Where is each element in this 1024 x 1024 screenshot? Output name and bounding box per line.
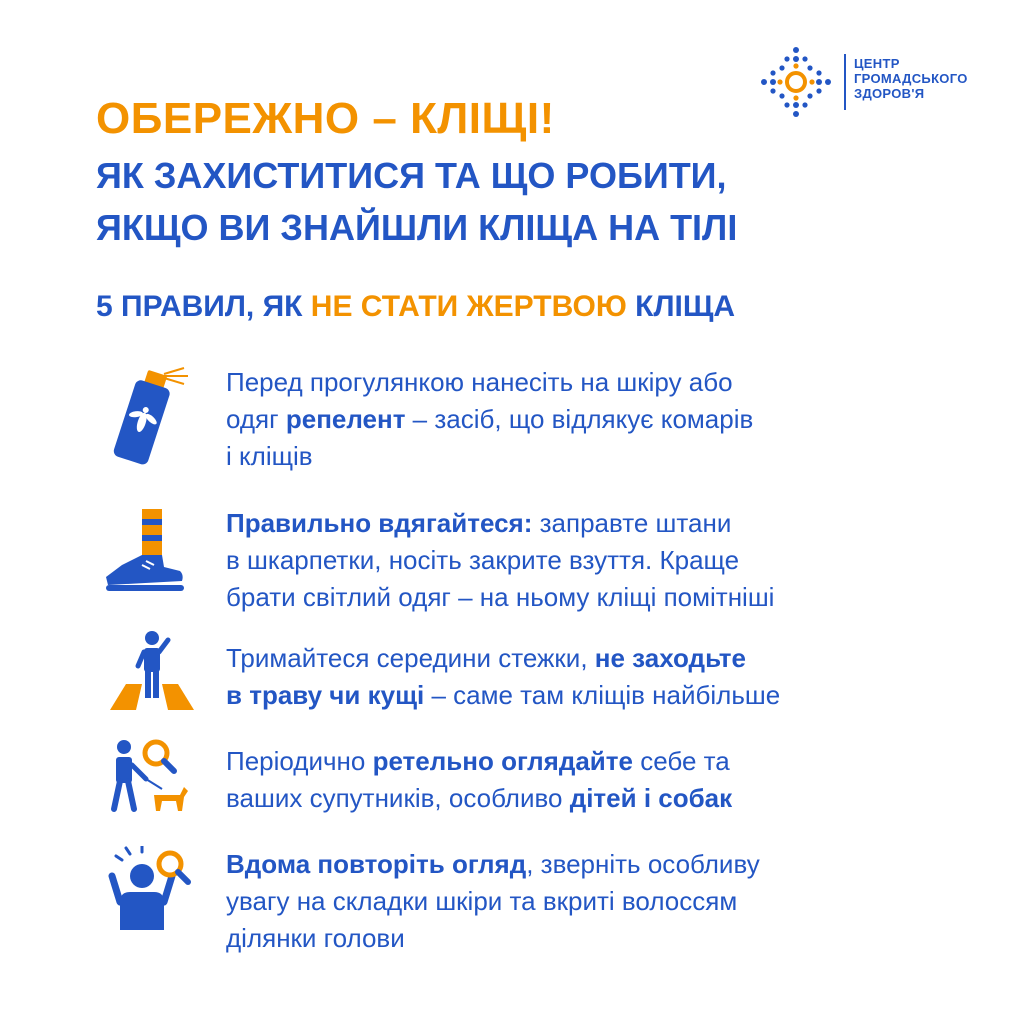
rule-5-bold: Вдома повторіть огляд: [226, 849, 527, 879]
rule-5-text: , зверніть особливу: [526, 849, 760, 879]
rule-4-line-1: [226, 743, 986, 780]
rule-item-4: [96, 743, 976, 823]
rule-1-text: одяг: [226, 404, 286, 434]
repellent-spray-icon: [104, 364, 192, 468]
rule-5-line-3: ділянки голови: [226, 923, 405, 953]
rule-5-line-2: увагу на складки шкіри та вкриті волоссям: [226, 886, 738, 916]
subtitle-line-2: ЯКЩО ВИ ЗНАЙШЛИ КЛІЩА НА ТІЛІ: [96, 207, 738, 248]
rules-heading: [96, 290, 735, 324]
rule-text-5: [226, 846, 986, 957]
logo-text: [854, 56, 968, 101]
rule-4-text: себе та: [632, 746, 730, 776]
logo-line-3: ЗДОРОВ'Я: [854, 86, 925, 101]
rule-text-4: [226, 743, 986, 817]
rules-heading-part1: 5 ПРАВИЛ, ЯК: [96, 290, 311, 323]
logo-line-1: ЦЕНТР: [854, 56, 900, 71]
rules-heading-highlight: НЕ СТАТИ ЖЕРТВОЮ: [310, 290, 627, 323]
rule-item-5: [96, 846, 976, 958]
dots-ornament-logo-icon: [760, 46, 832, 118]
logo-line-2: ГРОМАДСЬКОГО: [854, 71, 968, 86]
subtitle-line-1: ЯК ЗАХИСТИТИСЯ ТА ЩО РОБИТИ,: [96, 155, 727, 196]
rule-3-bold: не заходьте: [594, 643, 746, 673]
page-subtitle: [96, 150, 737, 254]
rule-2-text: заправте штани: [532, 508, 732, 538]
person-dog-magnifier-icon: [104, 735, 194, 815]
rule-4-bold: дітей і собак: [569, 783, 733, 813]
rule-3-bold: в траву чи кущі: [226, 680, 425, 710]
rule-item-3: [96, 640, 976, 720]
rule-1-line-3: і кліщів: [226, 441, 313, 471]
rule-2-line-1: [226, 505, 986, 542]
person-on-path-icon: [106, 626, 198, 712]
rules-heading-part2: КЛІЩА: [626, 290, 736, 323]
sneaker-sock-icon: [102, 505, 188, 595]
rule-1-text: – засіб, що відлякує комарів: [405, 404, 754, 434]
rule-4-text: ваших супутників, особливо: [226, 783, 570, 813]
page-title: ОБЕРЕЖНО – КЛІЩІ!: [96, 94, 555, 143]
logo: [760, 46, 970, 116]
rule-3-text: – саме там кліщів найбільше: [424, 680, 781, 710]
rule-item-1: [96, 364, 976, 476]
rule-2-line-3: брати світлий одяг – на ньому кліщі помітніші: [226, 582, 775, 612]
rule-text-1: [226, 364, 986, 475]
rule-5-line-1: [226, 846, 986, 883]
rule-4-bold: ретельно оглядайте: [372, 746, 633, 776]
rule-1-line-2: [226, 401, 986, 438]
rule-item-2: [96, 505, 976, 617]
rule-text-2: [226, 505, 986, 616]
rule-2-bold: Правильно вдягайтеся:: [226, 508, 533, 538]
rule-3-line-2: [226, 677, 986, 714]
rule-4-text: Періодично: [226, 746, 373, 776]
logo-divider: [844, 54, 846, 110]
rule-1-line-1: Перед прогулянкою нанесіть на шкіру або: [226, 367, 733, 397]
rule-1-bold: репелент: [285, 404, 406, 434]
person-head-magnifier-icon: [106, 846, 194, 936]
rule-text-3: [226, 640, 986, 714]
rule-2-line-2: в шкарпетки, носіть закрите взуття. Краще: [226, 545, 740, 575]
rule-3-text: Тримайтеся середини стежки,: [226, 643, 595, 673]
rule-4-line-2: [226, 780, 986, 817]
rule-3-line-1: [226, 640, 986, 677]
